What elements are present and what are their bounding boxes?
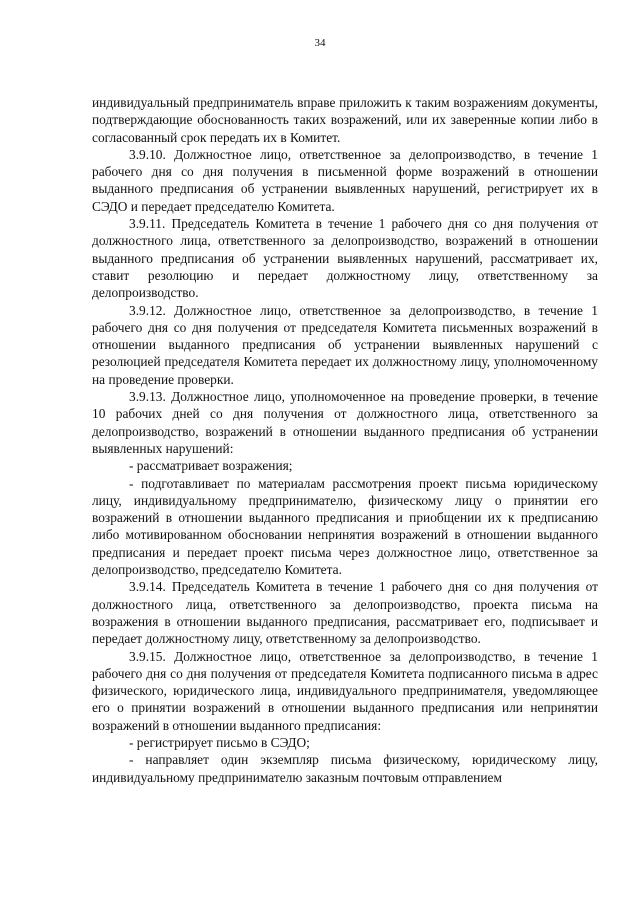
document-body: [92, 94, 598, 786]
paragraph-3-9-13: 3.9.13. Должностное лицо, уполномоченное на проведение проверки, в течение 10 рабочих дней со дня получения от должностного лица, ответственного за делопроизводство, возражений в отношении выданного предписания об устранении выявленных нарушений:: [92, 389, 598, 456]
paragraph-3-9-11: 3.9.11. Председатель Комитета в течение 1 рабочего дня со дня получения от должностного лица, ответственного за делопроизводство, возражений в отношении выданного предписания об устранении выявленных нарушений, рассматривает их, ставит резолюцию и передает должностному лицу, ответственному за делопроизводство.: [92, 216, 598, 301]
list-item-review-objections: - рассматривает возражения;: [129, 458, 293, 474]
paragraph-3-9-15: 3.9.15. Должностное лицо, ответственное за делопроизводство, в течение 1 рабочего дня со дня получения от председателя Комитета подписанного письма в адрес физического, юридического лица, индивидуального предпринимателя, уведомляющее его о принятии возражений в отношении выданного предписания или непринятии возражений в отношении выданного предписания:: [92, 648, 598, 733]
page-number: 34: [314, 37, 326, 49]
paragraph-3-9-14: 3.9.14. Председатель Комитета в течение 1 рабочего дня со дня получения от должностного лица, ответственного за делопроизводство, проекта письма на возражения в отношении выданного предписания, рассматривает его, подписывает и передает должностному лицу, ответственному за делопроизводство.: [92, 579, 598, 647]
list-item-send-letter: - направляет один экземпляр письма физическому, юридическому лицу, индивидуальному предпринимателю заказным почтовым отправлением: [92, 752, 598, 785]
paragraph-3-9-12: 3.9.12. Должностное лицо, ответственное за делопроизводство, в течение 1 рабочего дня со дня получения от председателя Комитета письменных возражений в отношении выданного предписания об устранении выявленных нарушений с резолюцией председателя Комитета передает их должностному лицу, уполномоченному на проведение проверки.: [92, 302, 598, 387]
paragraph-continuation: индивидуальный предприниматель вправе приложить к таким возражениям документы, подтверждающие обоснованность таких возражений, или их заверенные копии либо в согласованный срок передать их в Комитет.: [92, 95, 598, 145]
list-item-register-letter: - регистрирует письмо в СЭДО;: [129, 734, 310, 750]
list-item-prepare-draft-letter: - подготавливает по материалам рассмотрения проект письма юридическому лицу, индивидуальному предпринимателю, физическому лицу о принятии его возражений в отношении выданного предписания и приобщении их к предписанию либо мотивированном обосновании непринятия возражений в отношении выданного предписания и передает проект письма через должностное лицо, ответственное за делопроизводство, председателю Комитета.: [92, 475, 598, 578]
paragraph-3-9-10: 3.9.10. Должностное лицо, ответственное за делопроизводство, в течение 1 рабочего дня со дня получения в письменной форме возражений в отношении выданного предписания об устранении выявленных нарушений, регистрирует их в СЭДО и передает председателю Комитета.: [92, 146, 598, 214]
